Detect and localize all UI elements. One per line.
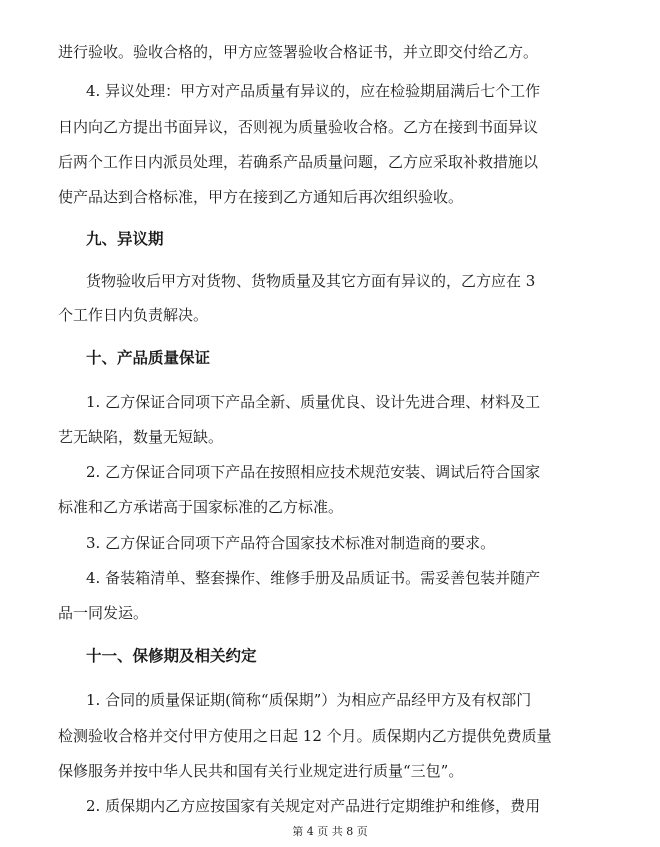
body-line: 检测验收合格并交付甲方使用之日起 12 个月。质保期内乙方提供免费质量	[58, 727, 552, 745]
clause-4-objection-handling: 4. 异议处理：甲方对产品质量有异议的，应在检验期届满后七个工作	[86, 82, 541, 100]
page-number: 第 4 页 共 8 页	[292, 825, 368, 838]
clause-11-2: 2. 质保期内乙方应按国家有关规定对产品进行定期维护和维修，费用	[86, 797, 541, 815]
section-heading-11: 十一、保修期及相关约定	[86, 646, 257, 665]
page-footer	[0, 825, 660, 839]
clause-11-1: 1. 合同的质量保证期(简称“质保期”）为相应产品经甲方及有权部门	[86, 691, 532, 709]
body-line: 保修服务并按中华人民共和国有关行业规定进行质量“三包”。	[58, 762, 464, 780]
body-line: 个工作日内负责解决。	[58, 306, 209, 324]
section-heading-9: 九、异议期	[86, 229, 164, 248]
clause-10-2: 2. 乙方保证合同项下产品在按照相应技术规范安装、调试后符合国家	[86, 463, 541, 481]
body-line: 进行验收。验收合格的，甲方应签署验收合格证书，并立即交付给乙方。	[58, 43, 539, 61]
body-line: 使产品达到合格标准，甲方在接到乙方通知后再次组织验收。	[58, 188, 464, 206]
body-line: 品一同发运。	[58, 604, 149, 622]
clause-10-4: 4. 备装箱清单、整套操作、维修手册及品质证书。需妥善包装并随产	[86, 569, 541, 587]
body-line: 日内向乙方提出书面异议，否则视为质量验收合格。乙方在接到书面异议	[58, 118, 539, 136]
clause-10-3: 3. 乙方保证合同项下产品符合国家技术标准对制造商的要求。	[86, 534, 496, 552]
section-heading-10: 十、产品质量保证	[86, 348, 211, 367]
body-line: 艺无缺陷，数量无短缺。	[58, 428, 224, 446]
body-line: 标准和乙方承诺高于国家标准的乙方标准。	[58, 498, 344, 516]
clause-10-1: 1. 乙方保证合同项下产品全新、质量优良、设计先进合理、材料及工	[86, 393, 541, 411]
body-line: 货物验收后甲方对货物、货物质量及其它方面有异议的，乙方应在 3	[86, 272, 536, 290]
body-line: 后两个工作日内派员处理，若确系产品质量问题，乙方应采取补救措施以	[58, 153, 539, 171]
